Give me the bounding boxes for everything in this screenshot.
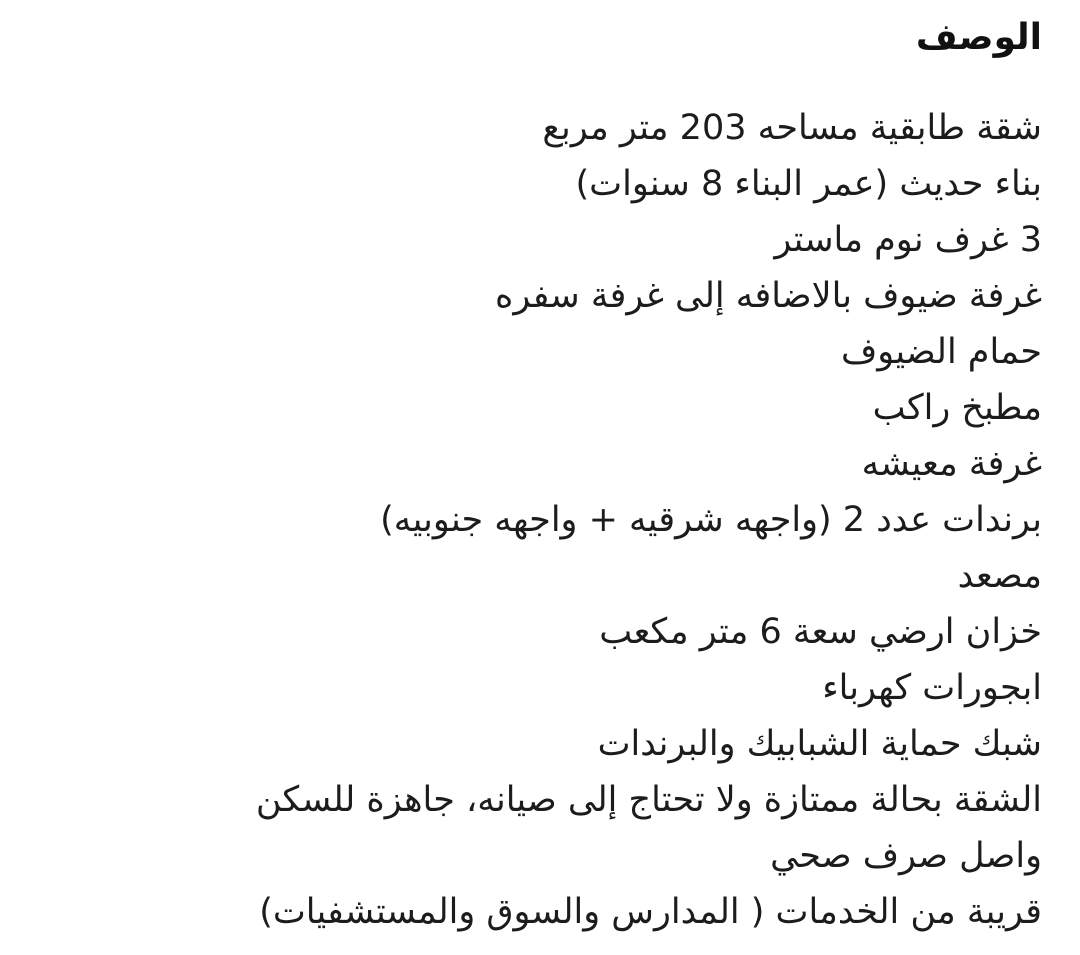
description-line-building-age: بناء حديث (عمر البناء 8 سنوات) xyxy=(575,164,1042,204)
description-line-sewage: واصل صرف صحي xyxy=(770,836,1042,876)
description-line-water-tank: خزان ارضي سعة 6 متر مكعب xyxy=(599,612,1042,652)
description-line-guest-bathroom: حمام الضيوف xyxy=(841,332,1042,372)
description-line-guest-room: غرفة ضيوف بالاضافه إلى غرفة سفره xyxy=(495,276,1042,316)
description-line-living-room: غرفة معيشه xyxy=(861,444,1042,484)
description-line-kitchen: مطبخ راكب xyxy=(872,388,1042,428)
description-list xyxy=(30,100,1042,940)
description-line-window-protection: شبك حماية الشبابيك والبرندات xyxy=(597,724,1042,764)
description-line-condition: الشقة بحالة ممتازة ولا تحتاج إلى صيانه، جاهزة للسكن xyxy=(255,780,1042,820)
description-heading: الوصف xyxy=(915,17,1042,58)
description-line-area: شقة طابقية مساحه 203 متر مربع xyxy=(542,108,1042,148)
description-line-light-fixtures: ابجورات كهرباء xyxy=(822,668,1042,708)
description-line-elevator: مصعد xyxy=(957,556,1042,596)
description-line-bedrooms: 3 غرف نوم ماستر xyxy=(774,220,1042,260)
description-line-nearby-services: قريبة من الخدمات ( المدارس والسوق والمستشفيات) xyxy=(259,892,1042,932)
description-line-balconies: برندات عدد 2 (واجهه شرقيه + واجهه جنوبيه) xyxy=(380,500,1042,540)
